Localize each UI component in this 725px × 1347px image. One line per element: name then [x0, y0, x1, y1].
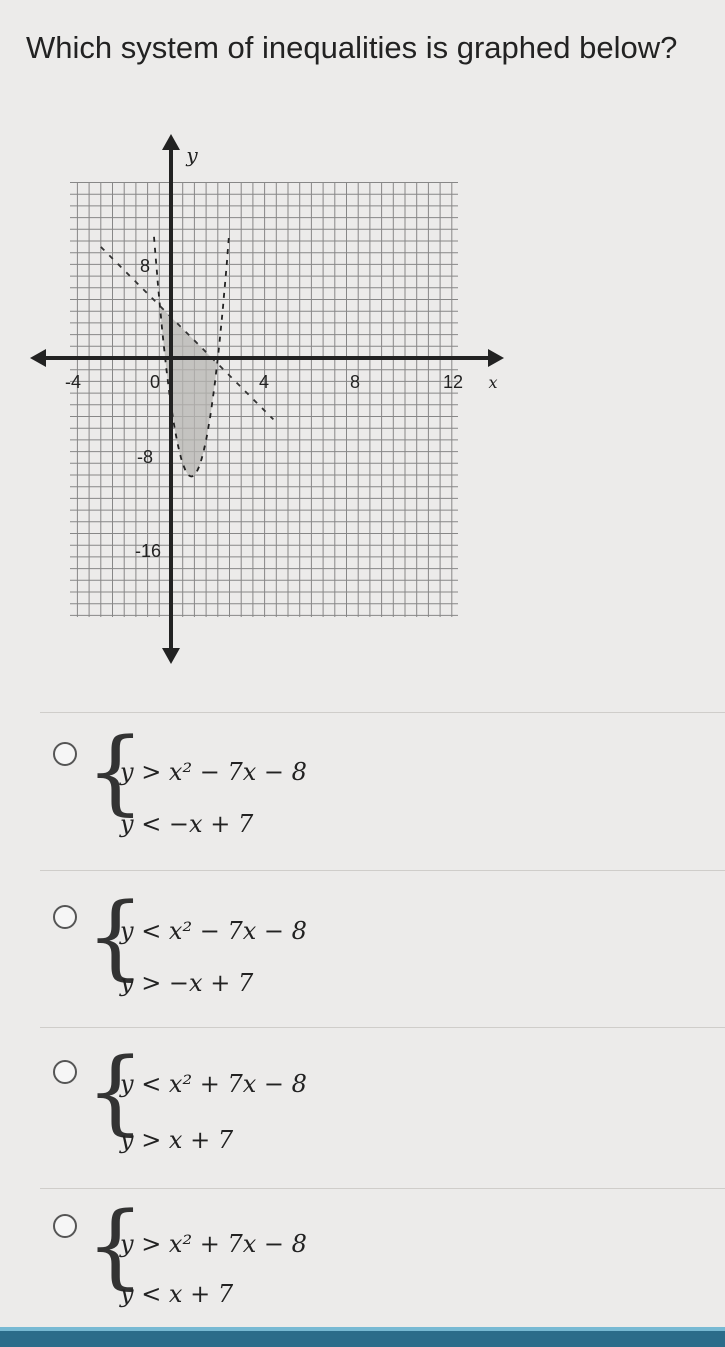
radio-button-icon[interactable]: [53, 742, 77, 766]
inequality-2: y > −x + 7: [120, 969, 254, 997]
inequality-2: y < x + 7: [120, 1280, 234, 1308]
y-axis-label: y: [186, 143, 198, 167]
left-brace-icon: {: [86, 1192, 145, 1299]
inequality-1: y > x² + 7x − 8: [120, 1230, 307, 1258]
y-tick-label: 8: [139, 256, 151, 276]
y-axis-arrow-down: [162, 648, 180, 664]
inequality-1: y < x² − 7x − 8: [120, 917, 307, 945]
x-axis-arrow-left: [30, 349, 46, 367]
bottom-bar: [0, 1327, 725, 1347]
grid: [70, 182, 458, 617]
inequality-2: y > x + 7: [120, 1126, 234, 1154]
y-axis-arrow-up: [162, 134, 180, 150]
divider: [40, 712, 725, 713]
radio-button-icon[interactable]: [53, 905, 77, 929]
x-tick-label: 4: [258, 372, 270, 392]
inequality-1: y > x² − 7x − 8: [120, 758, 307, 786]
answer-option-1[interactable]: [50, 718, 690, 860]
left-brace-icon: {: [86, 1038, 145, 1145]
left-brace-icon: {: [86, 883, 145, 990]
answer-option-3[interactable]: [50, 1038, 690, 1178]
y-tick-label: -8: [136, 447, 154, 467]
divider: [40, 1188, 725, 1189]
question-text: Which system of inequalities is graphed below?: [26, 30, 678, 65]
radio-button-icon[interactable]: [53, 1060, 77, 1084]
x-axis-label: x: [488, 373, 498, 392]
inequality-graph: [0, 120, 560, 680]
answer-option-4[interactable]: [50, 1192, 690, 1332]
inequality-2: y < −x + 7: [120, 810, 254, 838]
left-brace-icon: {: [86, 718, 145, 825]
answer-option-2[interactable]: [50, 883, 690, 1025]
x-tick-label: 12: [442, 372, 464, 392]
radio-button-icon[interactable]: [53, 1214, 77, 1238]
inequality-1: y < x² + 7x − 8: [120, 1070, 307, 1098]
divider: [40, 870, 725, 871]
x-tick-label: 8: [349, 372, 361, 392]
x-tick-label: -4: [64, 372, 82, 392]
x-axis-arrow-right: [488, 349, 504, 367]
y-tick-label: -16: [134, 541, 162, 561]
x-tick-label: 0: [149, 372, 161, 392]
divider: [40, 1027, 725, 1028]
